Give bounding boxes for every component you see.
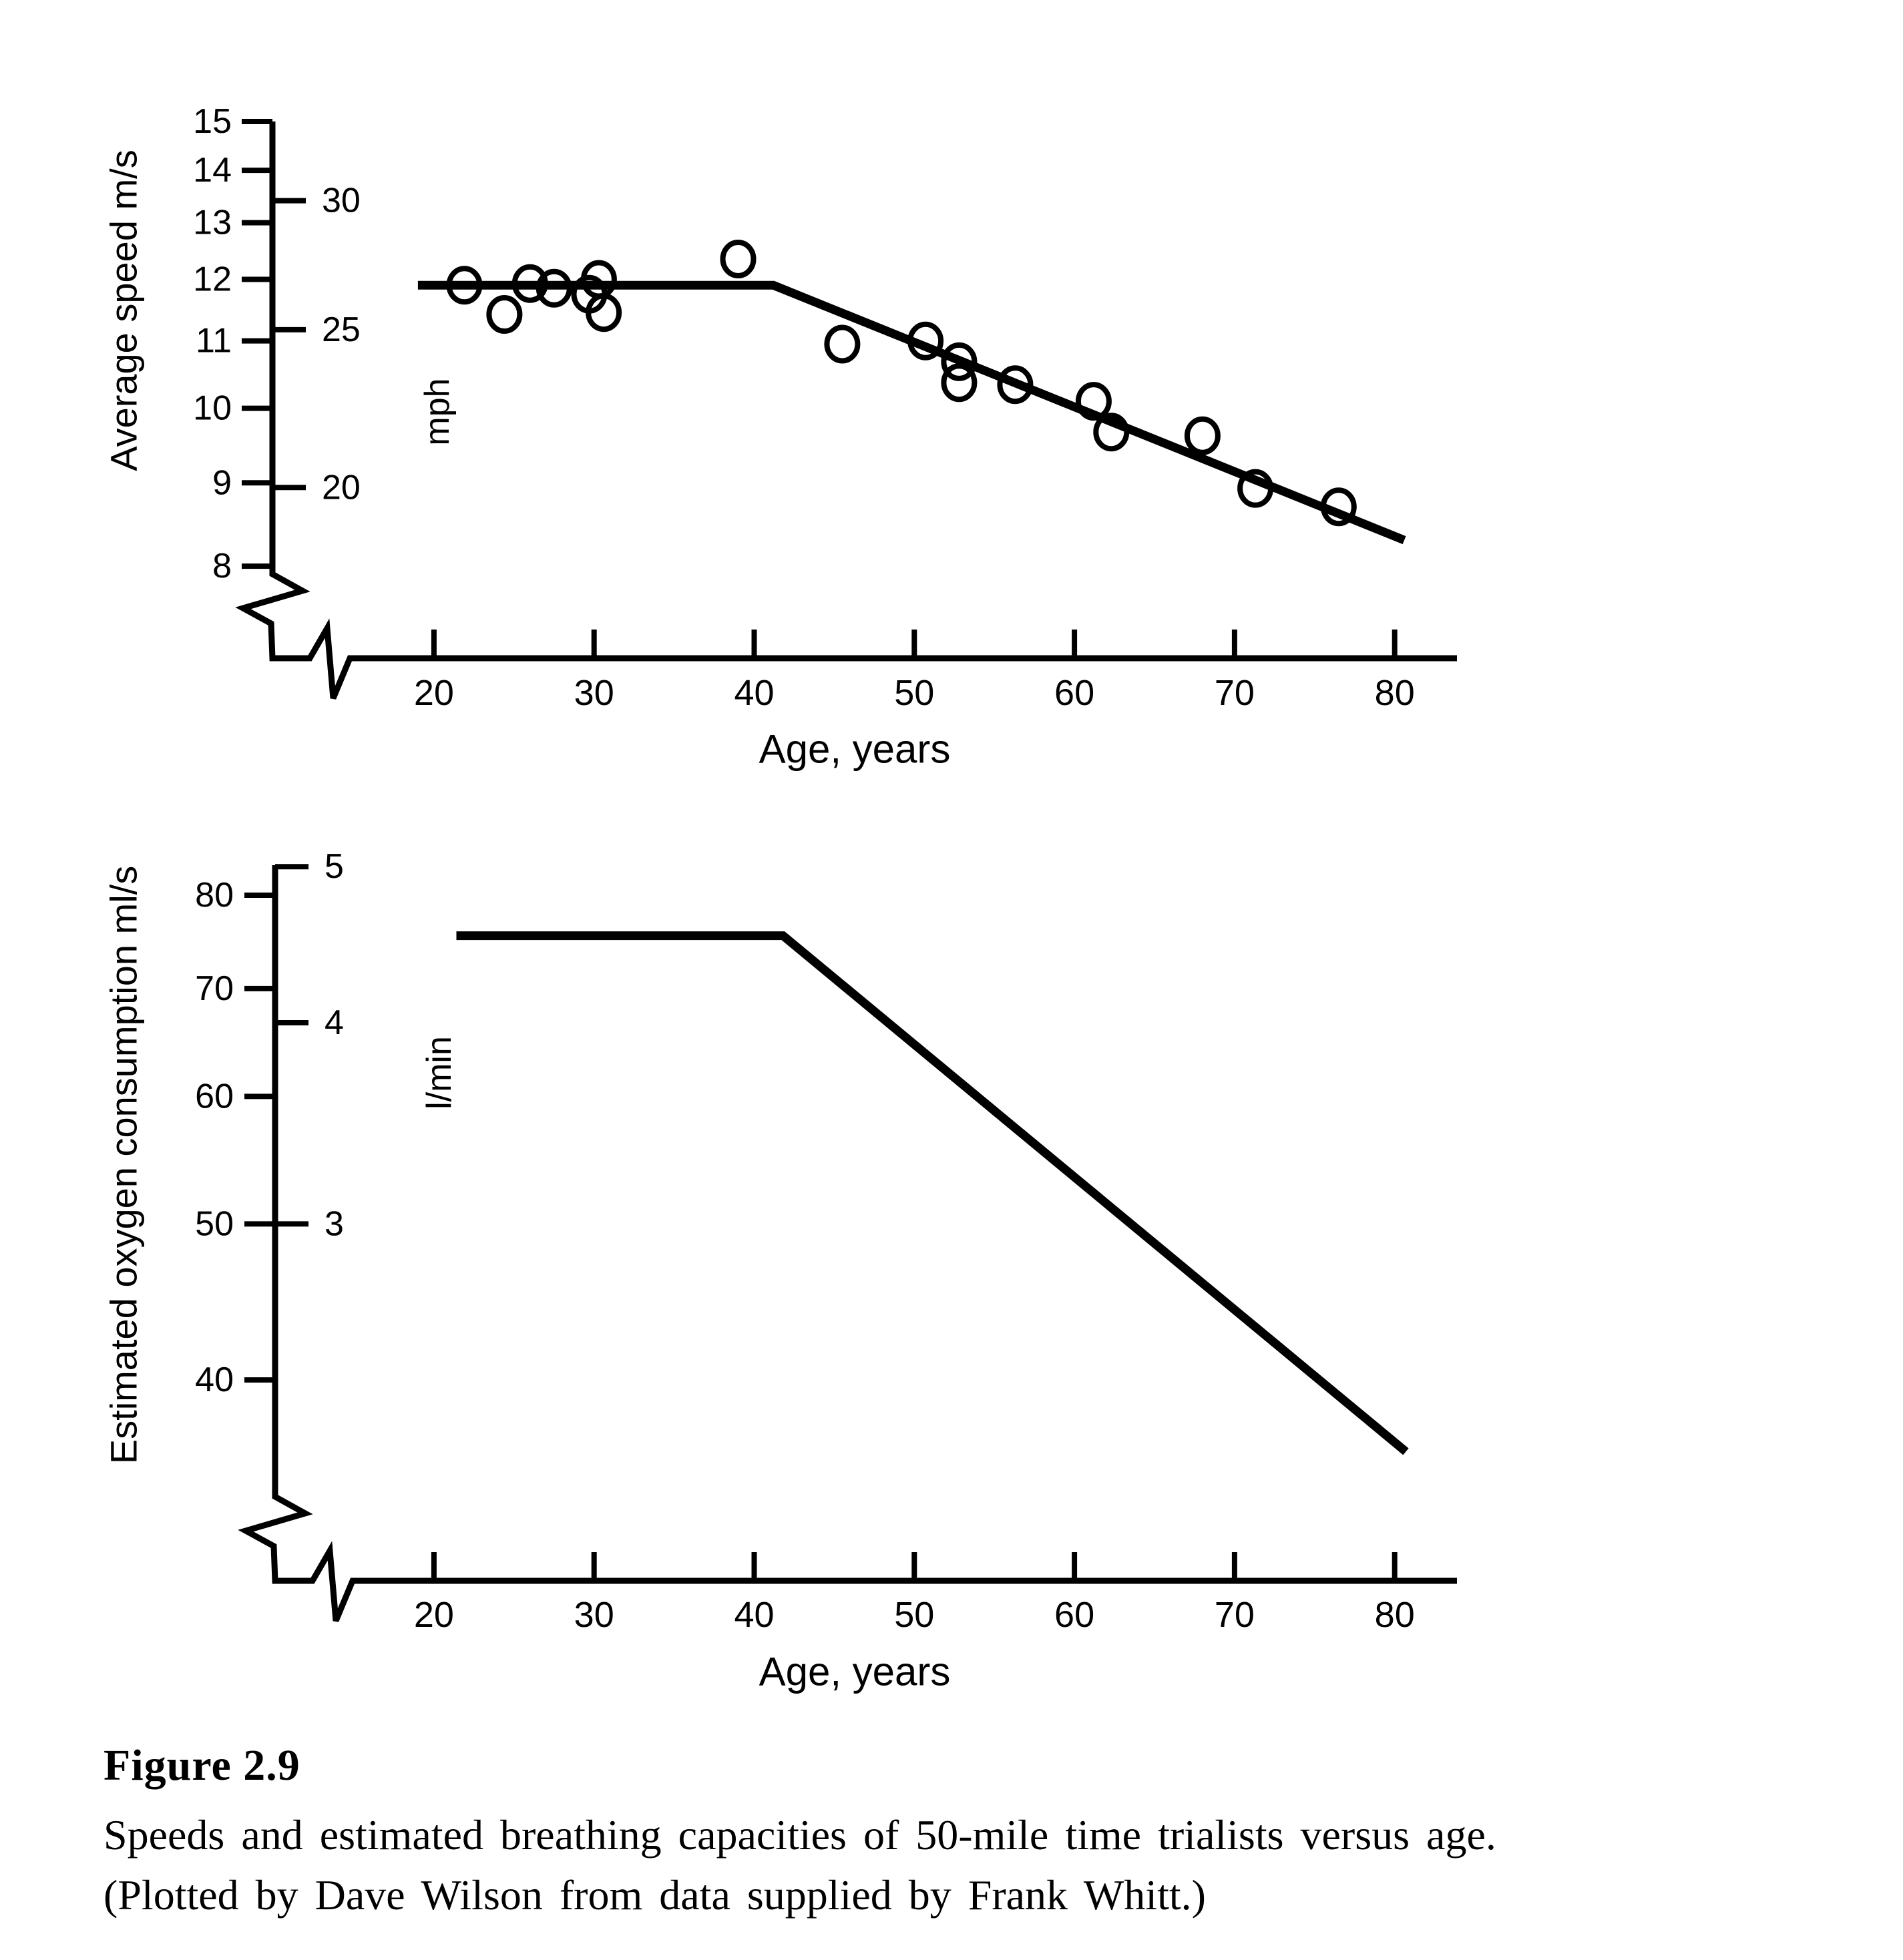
y-axis-title: Average speed m/s (102, 150, 145, 471)
x-tick-label-40: 40 (734, 1595, 775, 1635)
y2-tick-label-20: 20 (322, 468, 361, 507)
data-point-16 (1187, 419, 1218, 453)
data-point-12 (943, 366, 974, 399)
figure-label: Figure 2.9 (103, 1741, 300, 1790)
axes-with-break (246, 865, 1457, 1621)
x-tick-label-70: 70 (1214, 1595, 1255, 1635)
caption-line-1: Speeds and estimated breathing capacities of 50-mile time trialists versus age. (103, 1811, 1496, 1859)
data-point-2 (489, 298, 519, 331)
x-tick-label-50: 50 (894, 673, 935, 713)
y2-tick-label-3: 3 (325, 1204, 344, 1244)
x-tick-label-80: 80 (1374, 1595, 1415, 1635)
data-point-9 (827, 328, 857, 361)
x-axis-title: Age, years (759, 1649, 951, 1694)
x-tick-label-20: 20 (413, 673, 454, 713)
y-tick-label-11: 11 (196, 321, 232, 360)
y-tick-label-8: 8 (212, 547, 232, 586)
y2-tick-label-4: 4 (325, 1003, 344, 1042)
x-tick-label-70: 70 (1214, 673, 1255, 713)
figure-caption (103, 1741, 1840, 1925)
y-tick-label-80: 80 (195, 876, 234, 915)
y2-axis-title: l/min (420, 1036, 459, 1110)
data-point-8 (723, 242, 754, 276)
y-axis-title: Estimated oxygen consumption ml/s (102, 865, 145, 1465)
x-tick-label-60: 60 (1054, 1595, 1095, 1635)
y-tick-label-40: 40 (195, 1361, 234, 1400)
x-tick-label-20: 20 (413, 1595, 454, 1635)
x-axis-title: Age, years (759, 726, 951, 772)
y-tick-label-15: 15 (193, 102, 232, 141)
y-tick-label-50: 50 (195, 1204, 234, 1244)
caption-line-2: (Plotted by Dave Wilson from data supplied by Frank Whitt.) (103, 1871, 1206, 1919)
y2-tick-label-5: 5 (325, 847, 344, 887)
y-tick-label-9: 9 (212, 463, 232, 503)
y2-tick-label-25: 25 (322, 310, 361, 349)
x-tick-label-40: 40 (734, 673, 775, 713)
x-tick-label-60: 60 (1054, 673, 1095, 713)
y-tick-label-10: 10 (193, 389, 232, 428)
y-tick-label-13: 13 (193, 203, 232, 242)
y-tick-label-12: 12 (193, 260, 232, 299)
x-tick-label-30: 30 (574, 1595, 614, 1635)
y2-axis-title: mph (418, 378, 457, 446)
y2-tick-label-30: 30 (322, 181, 361, 220)
data-line (418, 285, 1404, 540)
y-tick-label-70: 70 (195, 969, 234, 1008)
y-tick-label-14: 14 (193, 151, 232, 190)
data-line (457, 936, 1406, 1452)
x-tick-label-50: 50 (894, 1595, 935, 1635)
x-tick-label-80: 80 (1374, 673, 1415, 713)
y-tick-label-60: 60 (195, 1077, 234, 1116)
x-tick-label-30: 30 (574, 673, 614, 713)
